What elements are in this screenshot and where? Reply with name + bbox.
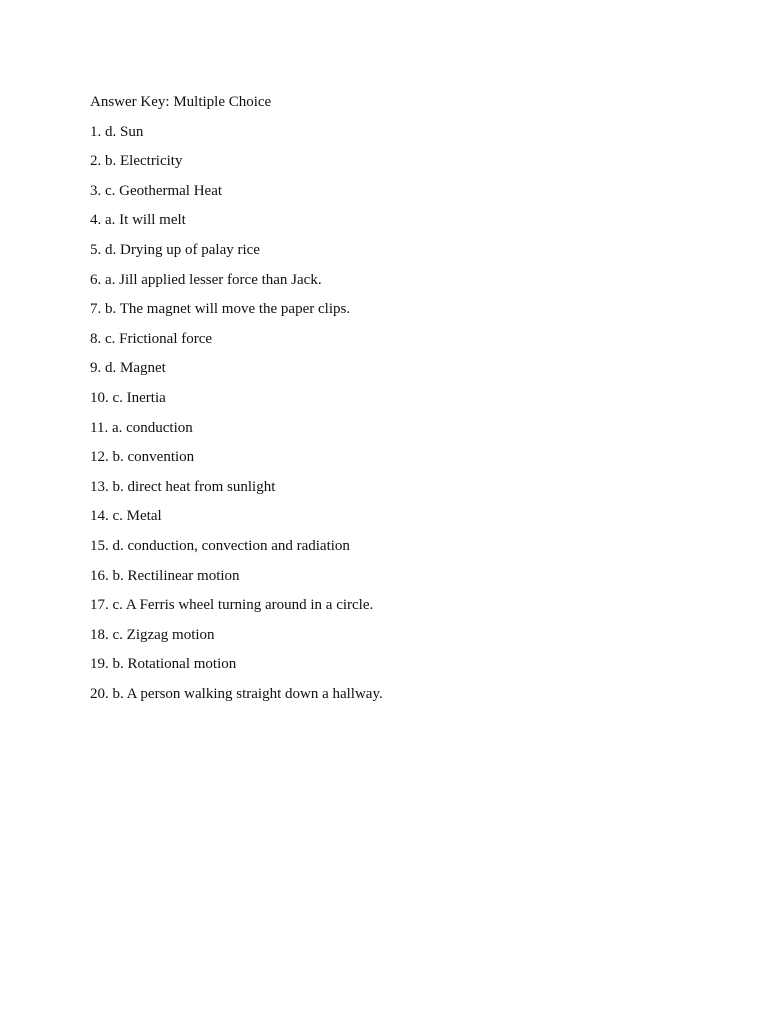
- answer-item-1: 1. d. Sun: [90, 123, 144, 140]
- document-title: Answer Key: Multiple Choice: [90, 94, 272, 110]
- answer-item-3: 3. c. Geothermal Heat: [90, 182, 223, 199]
- answer-key: [90, 92, 690, 713]
- answer-item-19: 19. b. Rotational motion: [90, 656, 237, 673]
- answer-item-5: 5. d. Drying up of palay rice: [90, 241, 260, 258]
- answer-item-7: 7. b. The magnet will move the paper clips.: [90, 301, 351, 318]
- answer-item-13: 13. b. direct heat from sunlight: [90, 478, 276, 495]
- answer-item-2: 2. b. Electricity: [90, 153, 183, 170]
- answer-item-8: 8. c. Frictional force: [90, 330, 213, 347]
- answer-item-6: 6. a. Jill applied lesser force than Jack.: [90, 271, 322, 288]
- answer-item-16: 16. b. Rectilinear motion: [90, 567, 240, 584]
- answer-item-20: 20. b. A person walking straight down a hallway.: [90, 685, 383, 702]
- answer-item-18: 18. c. Zigzag motion: [90, 626, 215, 643]
- answer-item-12: 12. b. convention: [90, 449, 195, 466]
- answer-item-17: 17. c. A Ferris wheel turning around in a circle.: [90, 597, 374, 614]
- answer-item-11: 11. a. conduction: [90, 419, 193, 436]
- answer-item-14: 14. c. Metal: [90, 508, 162, 525]
- answer-item-15: 15. d. conduction, convection and radiation: [90, 537, 350, 554]
- answer-item-10: 10. c. Inertia: [90, 389, 166, 406]
- answer-item-9: 9. d. Magnet: [90, 360, 166, 377]
- answer-item-4: 4. a. It will melt: [90, 212, 186, 229]
